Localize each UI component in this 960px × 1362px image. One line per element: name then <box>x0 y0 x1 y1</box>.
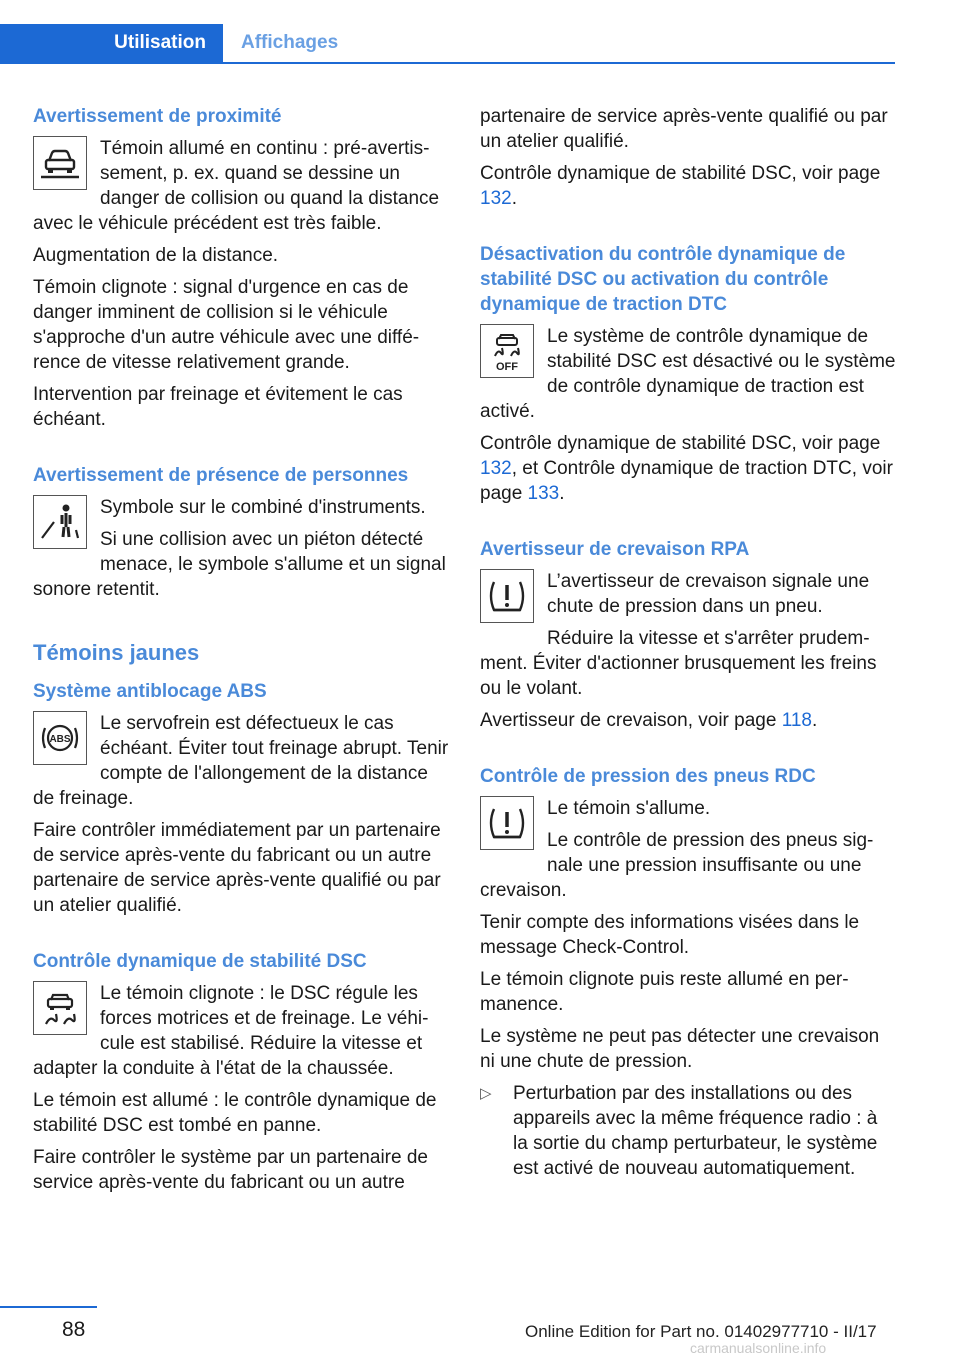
tire-pressure-icon <box>480 796 534 850</box>
pedestrian-text-1: Symbole sur le combiné d'instruments. <box>100 497 426 518</box>
heading-rpa: Avertisseur de crevaison RPA <box>480 539 750 560</box>
abs-icon-text: ABS <box>49 734 71 745</box>
rpa-text-2: Réduire la vitesse et s'arrêter prudemment. Éviter d'actionner brusquement les freins ou le volant. <box>480 628 877 699</box>
heading-dsc-off-dtc: Désactivation du contrôle dynamique de stabilité DSC ou activation du contrôle dynamique de traction DTC <box>480 244 846 315</box>
heading-yellow-indicators: Témoins jaunes <box>33 640 200 665</box>
page-link-132b[interactable]: 132 <box>480 458 512 479</box>
dsc-off-text-1: Le système de contrôle dynamique de stabilité DSC est désactivé ou le système de contrôle dynamique de traction est activé. <box>480 326 896 422</box>
watermark: carmanualsonline.info <box>690 1340 827 1356</box>
bullet-text: Perturbation par des installations ou des appareils avec la même fréquence radio : à la sortie du champ perturbateur, le système est activé de nouveau automatiquement. <box>513 1083 878 1179</box>
footer-rule <box>0 1306 97 1308</box>
dsc-text-1: Le témoin clignote : le DSC régule les forces motrices et de freinage. Le véhicule est stabilisé. Réduire la vitesse et adapter la conduite à l'état de la chaussée. <box>33 983 429 1079</box>
heading-rdc: Contrôle de pression des pneus RDC <box>480 766 816 787</box>
list-item <box>480 1081 896 1181</box>
rdc-text-4: Le témoin clignote puis reste allumé en permanence. <box>480 969 849 1015</box>
proximity-text-1: Témoin allumé en continu : pré-avertissement, p. ex. quand se dessine un danger de collision ou quand la distance avec le véhicule précédent est très faible. <box>33 138 440 234</box>
pedestrian-warning-icon <box>33 495 87 549</box>
proximity-text-2: Augmentation de la distance. <box>33 245 279 266</box>
dsc-text-3: Faire contrôler le système par un partenaire de service après-vente du fabricant ou un autre <box>33 1147 428 1193</box>
pedestrian-text-2: Si une collision avec un piéton détecté menace, le symbole s'allume et un signal sonore retentit. <box>33 529 446 600</box>
rdc-text-3: Tenir compte des informations visées dans le message Check-Control. <box>480 912 860 958</box>
proximity-text-3: Témoin clignote : signal d'urgence en cas de danger imminent de collision si le véhicule s'approche d'un autre véhicule avec une différence de vitesse relativement grande. <box>33 277 420 373</box>
page-number: 88 <box>62 1318 86 1341</box>
tab-affichages[interactable]: Affichages <box>241 32 339 53</box>
tire-warning-icon <box>480 569 534 623</box>
abs-icon <box>33 711 87 765</box>
rdc-text-2: Le contrôle de pression des pneus signale une pression insuffisante ou une crevaison. <box>480 830 874 901</box>
page-link-133[interactable]: 133 <box>527 483 560 504</box>
page-link-132[interactable]: 132 <box>480 188 512 209</box>
tab-utilisation[interactable]: Utilisation <box>0 24 223 62</box>
header-tab-bar <box>0 24 895 64</box>
heading-proximity-warning: Avertissement de proximité <box>33 106 282 127</box>
rdc-text-5: Le système ne peut pas détecter une crevaison ni une chute de pression. <box>480 1026 880 1072</box>
abs-text-1: Le servofrein est défectueux le cas échéant. Éviter tout freinage abrupt. Tenir compte de l'allongement de la distance de freinage. <box>33 713 449 809</box>
rpa-page-ref: Avertisseur de crevaison, voir page 118. <box>480 710 818 731</box>
right-column <box>480 104 896 1181</box>
bullet-triangle-icon: ▷ <box>480 1085 492 1102</box>
dsc-icon <box>33 981 87 1035</box>
heading-pedestrian-warning: Avertissement de présence de personnes <box>33 465 409 486</box>
heading-dsc: Contrôle dynamique de stabilité DSC <box>33 951 367 972</box>
off-icon-text: OFF <box>496 361 518 373</box>
dsc-page-ref: Contrôle dynamique de stabilité DSC, voir page 132. <box>480 163 881 209</box>
dsc-text-2: Le témoin est allumé : le contrôle dynamique de stabilité DSC est tombé en panne. <box>33 1090 437 1136</box>
dsc-off-icon <box>480 324 534 378</box>
rpa-text-1: L’avertisseur de crevaison signale une chute de pression dans un pneu. <box>547 571 870 617</box>
dsc-continued-text: partenaire de service après-vente qualifié ou par un atelier qualifié. <box>480 106 888 152</box>
edition-text: Online Edition for Part no. 01402977710 - II/17 <box>525 1322 877 1341</box>
left-column <box>33 104 449 1202</box>
proximity-text-4: Intervention par freinage et évitement le cas échéant. <box>33 384 403 430</box>
rdc-text-1: Le témoin s'allume. <box>547 798 711 819</box>
dsc-off-page-refs: Contrôle dynamique de stabilité DSC, voir page 132, et Contrôle dynamique de traction DTC, voir page 133. <box>480 433 893 504</box>
page-link-118[interactable]: 118 <box>781 710 812 731</box>
proximity-warning-icon <box>33 136 87 190</box>
abs-text-2: Faire contrôler immédiatement par un partenaire de service après-vente du fabricant ou un autre partenaire de service après-vente qualifié ou par un atelier qualifié. <box>33 820 441 916</box>
heading-abs: Système antiblocage ABS <box>33 681 267 702</box>
